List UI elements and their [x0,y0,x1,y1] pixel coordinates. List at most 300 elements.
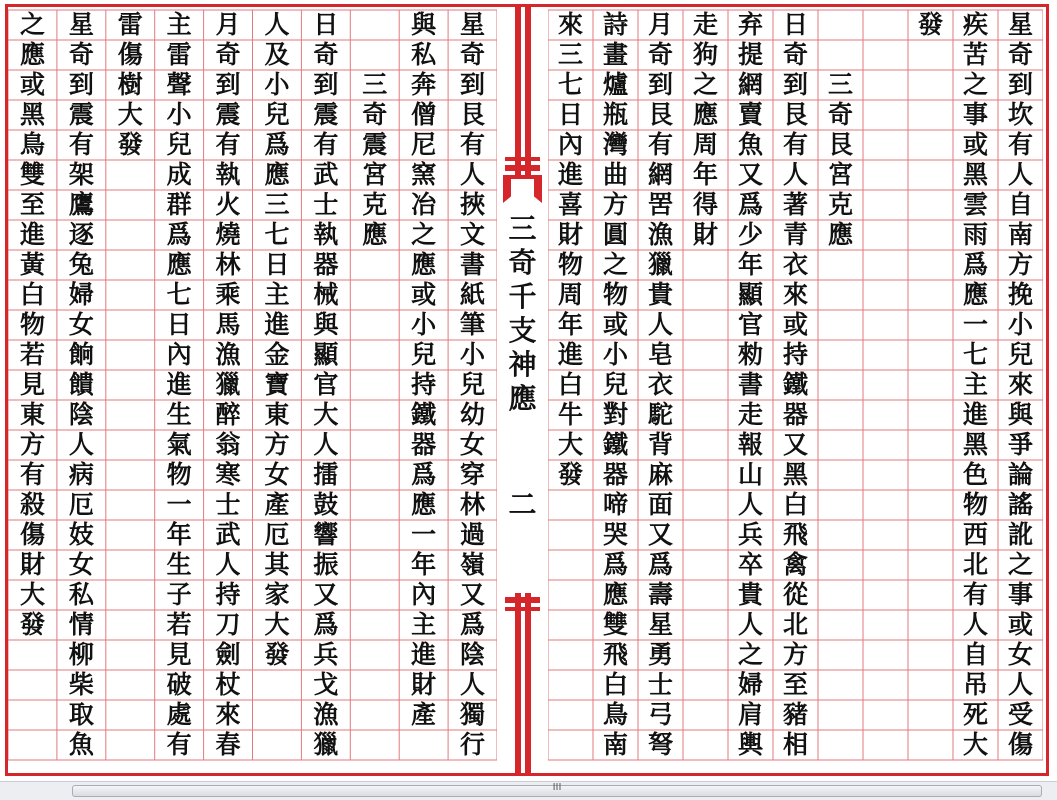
right-glyph: 爭 [1007,430,1033,459]
book-spine [497,7,548,773]
right-glyph: 到 [1007,70,1033,99]
left-glyph: 七 [264,220,290,249]
left-glyph: 有 [460,130,486,159]
right-glyph: 畫 [602,40,628,69]
left-glyph: 人 [460,670,486,699]
right-column [728,7,773,773]
right-glyph: 走 [692,10,718,39]
left-glyph: 陰 [68,400,94,429]
right-glyph: 之 [602,250,628,279]
right-glyph: 從 [782,580,808,609]
left-glyph: 雷 [117,10,143,39]
left-glyph: 武 [313,160,339,189]
left-glyph: 或 [411,280,437,309]
left-glyph: 行 [460,730,486,759]
right-glyph: 到 [782,70,808,99]
left-glyph: 若 [19,340,45,369]
left-glyph: 戈 [313,670,339,699]
right-glyph: 黑 [962,160,988,189]
left-glyph: 震 [313,100,339,129]
right-glyph: 七 [557,70,583,99]
left-glyph: 方 [264,430,290,459]
left-glyph: 主 [411,610,437,639]
right-glyph: 來 [782,280,808,309]
right-glyph: 至 [782,670,808,699]
right-glyph: 人 [737,490,763,519]
left-glyph: 到 [215,70,241,99]
left-glyph: 鷹 [68,190,94,219]
right-glyph: 勇 [647,640,673,669]
right-glyph: 有 [647,130,673,159]
left-glyph: 厄 [68,490,94,519]
right-glyph: 弃 [737,10,763,39]
left-glyph: 尼 [411,130,437,159]
right-glyph: 少 [737,220,763,249]
right-glyph: 謠 [1007,490,1033,519]
left-glyph: 兒 [264,100,290,129]
right-glyph: 應 [962,280,988,309]
right-glyph: 官 [737,310,763,339]
left-glyph: 劍 [215,640,241,669]
right-glyph: 飛 [782,520,808,549]
left-glyph: 成 [166,160,192,189]
right-glyph: 發 [917,10,943,39]
left-glyph: 大 [117,100,143,129]
left-glyph: 年 [411,550,437,579]
right-glyph: 得 [692,190,718,219]
right-glyph: 人 [782,160,808,189]
left-glyph: 爲 [411,460,437,489]
right-glyph: 奇 [647,40,673,69]
left-glyph [350,10,399,40]
right-glyph: 南 [1007,220,1033,249]
right-glyph: 或 [1007,610,1033,639]
right-glyph: 牛 [557,400,583,429]
right-glyph: 自 [962,640,988,669]
right-glyph: 受 [1007,700,1033,729]
left-glyph: 與 [411,10,437,39]
left-glyph: 東 [19,400,45,429]
right-glyph: 七 [962,340,988,369]
left-glyph: 聲 [166,70,192,99]
spine-volume-number: 二 [508,488,537,521]
right-glyph: 豬 [782,700,808,729]
left-glyph: 寶 [264,370,290,399]
right-glyph: 麻 [647,460,673,489]
right-glyph: 器 [602,460,628,489]
left-glyph: 到 [68,70,94,99]
right-glyph: 三 [827,70,853,99]
left-glyph: 鼓 [313,490,339,519]
left-glyph: 應 [411,490,437,519]
left-glyph: 人 [313,430,339,459]
right-glyph: 兒 [1007,340,1033,369]
left-glyph: 及 [264,40,290,69]
right-glyph: 禽 [782,550,808,579]
right-glyph: 鳥 [602,700,628,729]
spine-title [497,212,548,522]
right-glyph: 進 [962,400,988,429]
right-glyph: 壽 [647,580,673,609]
right-glyph: 白 [557,370,583,399]
left-glyph: 春 [215,730,241,759]
right-glyph: 或 [602,310,628,339]
left-glyph: 架 [68,160,94,189]
left-glyph: 爲 [460,610,486,639]
left-glyph: 有 [166,730,192,759]
left-glyph: 奇 [215,40,241,69]
right-glyph: 苦 [962,40,988,69]
left-glyph: 武 [215,520,241,549]
left-glyph: 嶺 [460,550,486,579]
right-glyph: 山 [737,460,763,489]
right-glyph: 人 [737,610,763,639]
left-glyph: 鳥 [19,130,45,159]
left-glyph: 奇 [362,100,388,129]
right-glyph: 罟 [647,190,673,219]
left-glyph: 產 [411,700,437,729]
right-glyph [818,10,863,40]
right-glyph: 人 [1007,670,1033,699]
right-glyph: 吊 [962,670,988,699]
right-glyph: 來 [557,10,583,39]
left-column [301,7,350,773]
left-glyph: 處 [166,700,192,729]
right-glyph: 或 [782,310,808,339]
left-glyph: 小 [460,340,486,369]
right-glyph: 物 [602,280,628,309]
right-glyph: 日 [557,100,583,129]
left-glyph: 擂 [313,460,339,489]
left-glyph: 魚 [68,730,94,759]
left-glyph: 文 [460,220,486,249]
right-glyph: 物 [557,250,583,279]
left-glyph: 情 [68,610,94,639]
right-glyph: 賣 [737,100,763,129]
left-glyph: 應 [264,160,290,189]
right-glyph: 到 [647,70,673,99]
right-glyph: 婦 [737,670,763,699]
left-glyph: 持 [215,580,241,609]
right-glyph: 疾 [962,10,988,39]
left-glyph: 餉 [68,340,94,369]
left-glyph: 饋 [68,370,94,399]
right-glyph: 艮 [827,130,853,159]
left-glyph: 奇 [460,40,486,69]
right-glyph: 鐵 [782,370,808,399]
left-glyph: 金 [264,340,290,369]
right-glyph: 爲 [962,250,988,279]
left-column [350,7,399,773]
left-glyph: 兒 [411,340,437,369]
right-glyph: 或 [962,130,988,159]
left-glyph: 官 [313,370,339,399]
left-glyph: 又 [460,580,486,609]
left-glyph: 有 [19,460,45,489]
right-glyph [818,40,863,70]
right-glyph: 發 [557,460,583,489]
right-glyph: 青 [782,220,808,249]
right-glyph: 肩 [737,700,763,729]
right-glyph: 人 [1007,160,1033,189]
right-glyph: 提 [737,40,763,69]
right-glyph: 挽 [1007,280,1033,309]
left-column [253,7,302,773]
left-glyph: 獵 [313,730,339,759]
right-glyph: 貴 [647,280,673,309]
left-glyph: 士 [215,490,241,519]
left-glyph: 穿 [460,460,486,489]
left-glyph: 應 [166,250,192,279]
right-glyph: 魚 [737,130,763,159]
right-glyph: 來 [1007,370,1033,399]
left-glyph: 主 [166,10,192,39]
left-glyph: 一 [166,490,192,519]
left-glyph: 發 [117,130,143,159]
right-glyph: 貴 [737,580,763,609]
right-glyph: 皂 [647,340,673,369]
left-glyph: 家 [264,580,290,609]
right-glyph: 瓶 [602,100,628,129]
right-glyph: 衣 [647,370,673,399]
left-glyph: 震 [215,100,241,129]
right-column [683,7,728,773]
left-glyph: 振 [313,550,339,579]
left-glyph: 爲 [264,130,290,159]
right-glyph: 雙 [602,610,628,639]
right-column [863,7,908,773]
left-glyph: 氣 [166,430,192,459]
right-glyph: 克 [827,190,853,219]
left-glyph: 筆 [460,310,486,339]
left-glyph: 執 [313,220,339,249]
right-glyph: 年 [692,160,718,189]
right-glyph: 兒 [602,370,628,399]
right-glyph: 財 [557,220,583,249]
right-column [638,7,683,773]
left-glyph: 器 [313,250,339,279]
right-column [953,7,998,773]
right-column [593,7,638,773]
scroll-thumb[interactable] [72,782,1042,797]
right-glyph: 白 [602,670,628,699]
left-glyph: 之 [19,10,45,39]
right-glyph: 小 [602,340,628,369]
left-glyph: 震 [68,100,94,129]
left-glyph: 刀 [215,610,241,639]
left-glyph: 婦 [68,280,94,309]
left-glyph: 翁 [215,430,241,459]
right-glyph: 雨 [962,220,988,249]
left-glyph: 械 [313,280,339,309]
right-glyph: 與 [1007,400,1033,429]
horizontal-scrollbar[interactable] [0,781,1057,800]
left-glyph: 星 [460,10,486,39]
right-glyph: 艮 [647,100,673,129]
left-glyph: 持 [411,370,437,399]
left-glyph: 爲 [166,220,192,249]
right-glyph: 有 [782,130,808,159]
left-glyph: 內 [411,580,437,609]
left-glyph: 發 [264,640,290,669]
left-glyph: 女 [68,310,94,339]
right-glyph: 衣 [782,250,808,279]
left-glyph: 其 [264,550,290,579]
right-glyph: 黑 [962,430,988,459]
left-glyph: 方 [19,430,45,459]
left-glyph [350,40,399,70]
left-glyph: 子 [166,580,192,609]
left-glyph: 年 [166,520,192,549]
left-glyph: 窯 [411,160,437,189]
left-glyph: 顯 [313,340,339,369]
left-glyph: 克 [362,190,388,219]
left-glyph: 東 [264,400,290,429]
left-glyph: 又 [313,580,339,609]
left-glyph: 紙 [460,280,486,309]
left-glyph: 殺 [19,490,45,519]
left-glyph: 見 [166,640,192,669]
left-glyph: 到 [313,70,339,99]
left-glyph: 或 [19,70,45,99]
left-column [8,7,57,773]
left-glyph: 黑 [19,100,45,129]
left-glyph: 到 [460,70,486,99]
left-glyph: 杖 [215,670,241,699]
right-glyph: 財 [692,220,718,249]
spine-title-glyph: 神 [508,348,537,381]
left-glyph: 女 [264,460,290,489]
left-glyph: 大 [19,580,45,609]
right-glyph: 人 [962,610,988,639]
left-glyph: 柴 [68,670,94,699]
left-column [204,7,253,773]
left-glyph: 日 [264,250,290,279]
left-glyph: 馬 [215,310,241,339]
left-glyph: 應 [411,250,437,279]
left-glyph: 與 [313,310,339,339]
left-glyph: 宮 [362,160,388,189]
right-glyph: 黑 [782,460,808,489]
left-glyph: 生 [166,550,192,579]
left-glyph: 若 [166,610,192,639]
left-glyph: 漁 [313,700,339,729]
right-glyph: 鐵 [602,430,628,459]
left-glyph: 人 [215,550,241,579]
left-glyph: 醉 [215,400,241,429]
left-glyph: 人 [264,10,290,39]
right-glyph: 喜 [557,190,583,219]
left-glyph: 之 [411,220,437,249]
right-glyph: 士 [647,670,673,699]
left-glyph: 小 [264,70,290,99]
left-glyph: 私 [68,580,94,609]
left-glyph: 兒 [166,130,192,159]
spine-title-glyph: 千 [508,280,537,313]
right-glyph: 論 [1007,460,1033,489]
left-glyph: 獨 [460,700,486,729]
right-glyph: 兵 [737,520,763,549]
right-glyph: 年 [557,310,583,339]
left-glyph: 有 [68,130,94,159]
left-glyph: 兒 [460,370,486,399]
right-glyph: 年 [737,250,763,279]
right-glyph: 北 [782,610,808,639]
left-glyph: 厄 [264,520,290,549]
left-glyph: 女 [460,430,486,459]
spine-title-glyph: 奇 [508,246,537,279]
spine-title-glyph: 三 [508,212,537,245]
left-glyph: 器 [411,430,437,459]
left-glyph: 寒 [215,460,241,489]
right-glyph: 周 [692,130,718,159]
left-glyph: 內 [166,340,192,369]
right-glyph: 弓 [647,700,673,729]
right-glyph: 報 [737,430,763,459]
right-glyph: 飛 [602,640,628,669]
left-glyph: 七 [166,280,192,309]
left-glyph: 黃 [19,250,45,279]
right-glyph: 漁 [647,220,673,249]
left-glyph: 財 [411,670,437,699]
right-glyph: 應 [692,100,718,129]
right-glyph: 死 [962,700,988,729]
left-glyph: 發 [19,610,45,639]
right-glyph: 主 [962,370,988,399]
left-glyph: 士 [313,190,339,219]
left-glyph: 獵 [215,370,241,399]
left-glyph: 私 [411,40,437,69]
left-glyph: 人 [460,160,486,189]
right-glyph: 爲 [602,550,628,579]
right-glyph: 應 [602,580,628,609]
left-glyph: 燒 [215,220,241,249]
right-glyph: 勑 [737,340,763,369]
right-glyph: 北 [962,550,988,579]
right-glyph: 又 [737,160,763,189]
right-glyph: 訛 [1007,520,1033,549]
right-glyph: 之 [692,70,718,99]
right-glyph: 輿 [737,730,763,759]
left-glyph: 柳 [68,640,94,669]
right-glyph: 奇 [827,100,853,129]
left-glyph: 艮 [460,100,486,129]
left-glyph: 幼 [460,400,486,429]
right-glyph: 物 [962,490,988,519]
left-glyph: 有 [215,130,241,159]
right-glyph: 色 [962,460,988,489]
right-glyph: 一 [962,310,988,339]
right-page [548,7,1043,773]
left-column [57,7,106,773]
right-glyph: 周 [557,280,583,309]
left-glyph: 進 [411,640,437,669]
right-glyph: 奇 [782,40,808,69]
left-glyph: 進 [166,370,192,399]
left-glyph: 大 [264,610,290,639]
left-glyph: 林 [460,490,486,519]
left-glyph: 生 [166,400,192,429]
left-glyph: 物 [166,460,192,489]
left-glyph: 來 [215,700,241,729]
left-glyph: 雷 [166,40,192,69]
left-glyph: 乘 [215,280,241,309]
left-glyph: 挾 [460,190,486,219]
left-glyph: 白 [19,280,45,309]
left-glyph: 妓 [68,520,94,549]
right-glyph: 艮 [782,100,808,129]
left-glyph: 逐 [68,220,94,249]
